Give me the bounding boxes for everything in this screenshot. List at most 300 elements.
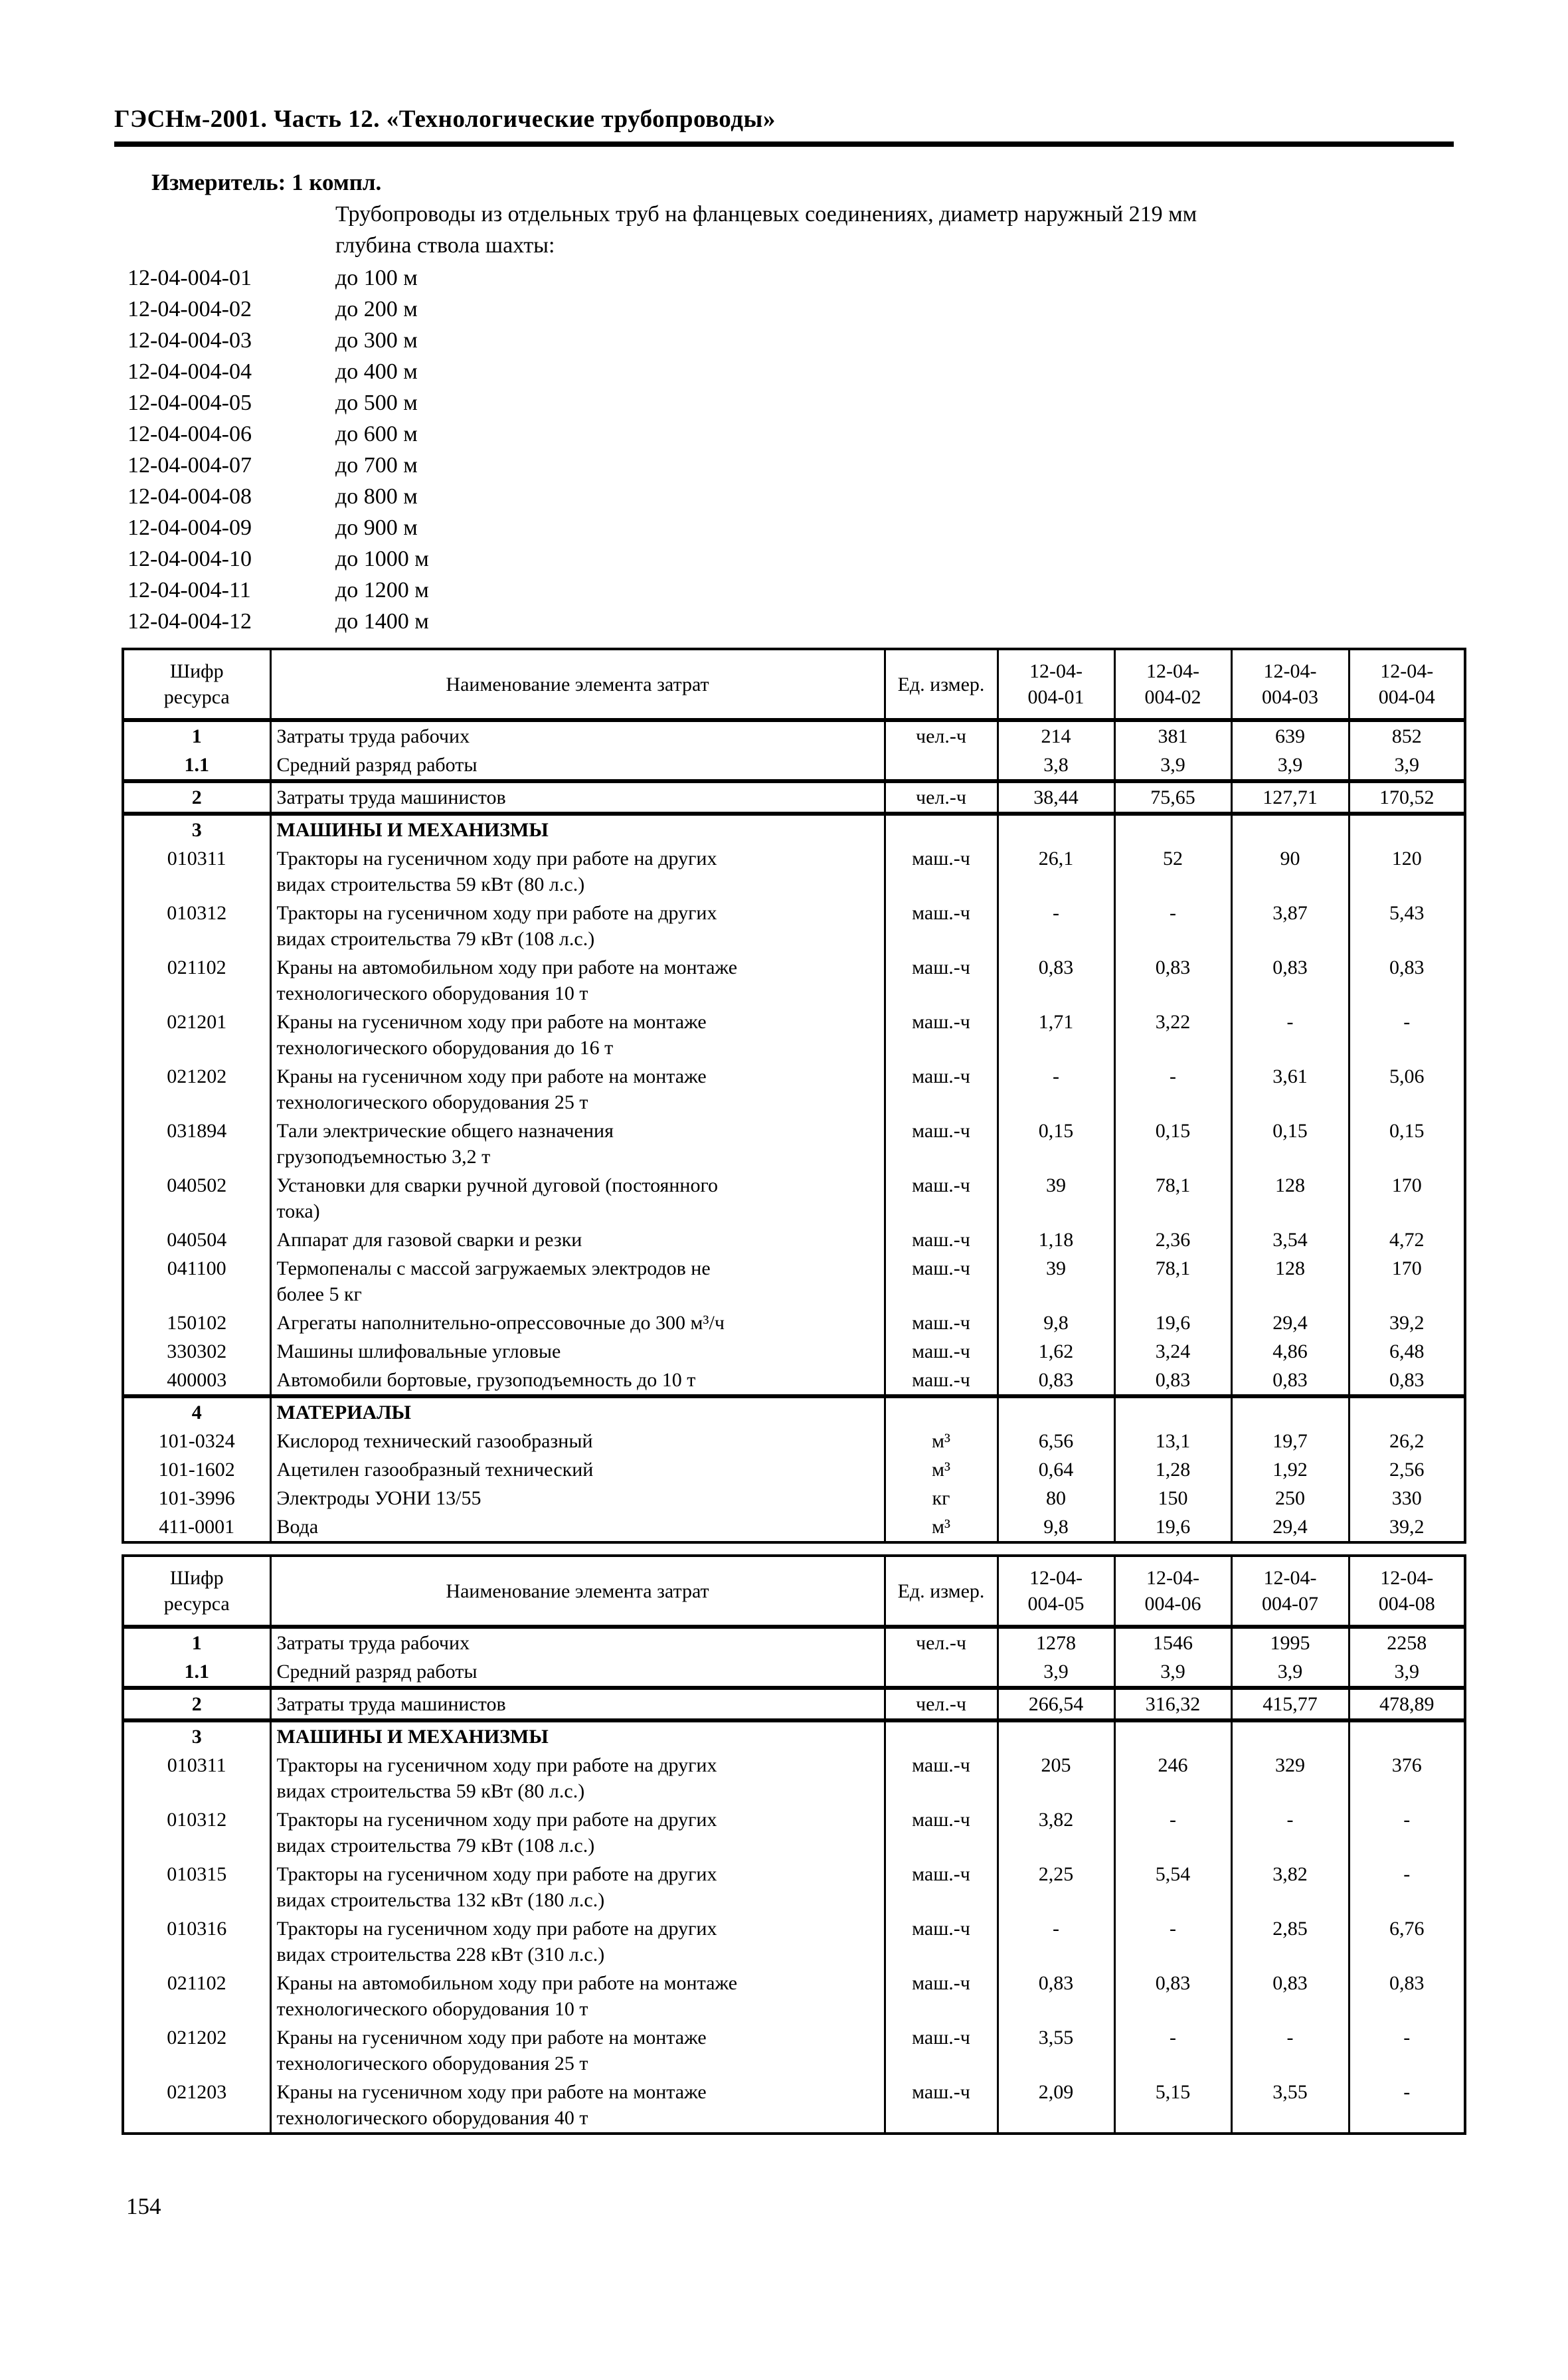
cell-value-4 — [1349, 1720, 1465, 1751]
table-row — [123, 1627, 1465, 1657]
code-list — [128, 262, 1568, 637]
cell-value-4: - — [1349, 2078, 1465, 2134]
cell-value-3: 3,54 — [1231, 1226, 1349, 1254]
col-header-resource-code: Шифр ресурса — [123, 649, 270, 720]
cell-cost-name: Кислород технический газообразный — [270, 1427, 885, 1455]
code-row — [128, 575, 1568, 606]
cell-value-3: 4,86 — [1231, 1337, 1349, 1366]
cell-value-2: 3,9 — [1114, 1657, 1231, 1688]
table-row — [123, 781, 1465, 814]
cell-value-2: - — [1114, 899, 1231, 953]
cell-value-3: 1995 — [1231, 1627, 1349, 1657]
cell-value-3: 3,9 — [1231, 751, 1349, 781]
cell-unit: маш.-ч — [885, 1969, 998, 2023]
table-row — [123, 2078, 1465, 2134]
cell-section-title: МАШИНЫ И МЕХАНИЗМЫ — [270, 814, 885, 844]
cell-value-3: 250 — [1231, 1484, 1349, 1512]
cell-value-3: 639 — [1231, 720, 1349, 751]
col-header-norm-1: 12-04- 004-01 — [998, 649, 1114, 720]
norm-code: 12-04-004-02 — [128, 297, 252, 321]
cell-value-1: - — [998, 1914, 1114, 1969]
cell-resource-code: 031894 — [123, 1117, 270, 1171]
cell-unit: чел.-ч — [885, 1627, 998, 1657]
cell-value-4: 0,83 — [1349, 1366, 1465, 1396]
table-row — [123, 1860, 1465, 1914]
cell-resource-code: 1.1 — [123, 751, 270, 781]
cell-cost-name: Автомобили бортовые, грузоподъемность до 10 т — [270, 1366, 885, 1396]
cell-value-1: 1,71 — [998, 1008, 1114, 1062]
cell-resource-code: 010311 — [123, 1751, 270, 1805]
cell-unit — [885, 1720, 998, 1751]
cell-value-1: 205 — [998, 1751, 1114, 1805]
norm-code: 12-04-004-06 — [128, 422, 252, 446]
code-row — [128, 356, 1568, 387]
cell-cost-name: Тракторы на гусеничном ходу при работе на других видах строительства 79 кВт (108 л.с.) — [270, 1805, 885, 1860]
cell-unit: маш.-ч — [885, 1117, 998, 1171]
cell-value-1: 3,82 — [998, 1805, 1114, 1860]
cell-unit: маш.-ч — [885, 899, 998, 953]
cell-value-4: 2,56 — [1349, 1455, 1465, 1484]
cell-value-1: 1,18 — [998, 1226, 1114, 1254]
table-row — [123, 1512, 1465, 1542]
cell-value-2: - — [1114, 1914, 1231, 1969]
cell-value-1: 6,56 — [998, 1427, 1114, 1455]
cell-unit: чел.-ч — [885, 1688, 998, 1720]
cell-cost-name: Агрегаты наполнительно-опрессовочные до 300 м³/ч — [270, 1309, 885, 1337]
table-row — [123, 1254, 1465, 1309]
cell-value-2: 316,32 — [1114, 1688, 1231, 1720]
code-row — [128, 294, 1568, 325]
table-row — [123, 1455, 1465, 1484]
cell-unit: маш.-ч — [885, 1171, 998, 1226]
cell-cost-name: Затраты труда рабочих — [270, 1627, 885, 1657]
cell-resource-code: 041100 — [123, 1254, 270, 1309]
cell-value-4: - — [1349, 1008, 1465, 1062]
cell-value-1: - — [998, 1062, 1114, 1117]
norm-code: 12-04-004-09 — [128, 515, 252, 540]
cell-value-3: 29,4 — [1231, 1309, 1349, 1337]
cell-value-4: 852 — [1349, 720, 1465, 751]
cell-cost-name: Краны на автомобильном ходу при работе на монтаже технологического оборудования 10 т — [270, 953, 885, 1008]
cell-value-2 — [1114, 814, 1231, 844]
page-number: 154 — [126, 2193, 161, 2219]
cell-value-3: 329 — [1231, 1751, 1349, 1805]
table-row — [123, 1008, 1465, 1062]
shaft-depth: до 300 м — [335, 328, 418, 353]
cell-resource-code: 411-0001 — [123, 1512, 270, 1542]
cell-value-2: 1,28 — [1114, 1455, 1231, 1484]
cell-unit: маш.-ч — [885, 2078, 998, 2134]
cell-resource-code: 2 — [123, 781, 270, 814]
cell-cost-name: Тракторы на гусеничном ходу при работе на других видах строительства 132 кВт (180 л.с.) — [270, 1860, 885, 1914]
table-row — [123, 1427, 1465, 1455]
col-header-norm-3: 12-04- 004-07 — [1231, 1556, 1349, 1627]
norm-code: 12-04-004-03 — [128, 328, 252, 353]
cell-value-2: 13,1 — [1114, 1427, 1231, 1455]
cell-resource-code: 010311 — [123, 844, 270, 899]
cell-value-4: 39,2 — [1349, 1309, 1465, 1337]
cell-value-3: 0,83 — [1231, 1366, 1349, 1396]
cell-resource-code: 1 — [123, 720, 270, 751]
cell-unit: чел.-ч — [885, 720, 998, 751]
cell-resource-code: 3 — [123, 814, 270, 844]
cell-unit: маш.-ч — [885, 1860, 998, 1914]
cell-resource-code: 101-0324 — [123, 1427, 270, 1455]
norm-code: 12-04-004-04 — [128, 359, 252, 384]
cell-resource-code: 101-3996 — [123, 1484, 270, 1512]
norm-code: 12-04-004-01 — [128, 266, 252, 290]
estimate-table-1 — [122, 648, 1466, 1544]
norm-code: 12-04-004-08 — [128, 484, 252, 509]
shaft-depth: до 800 м — [335, 484, 418, 509]
cell-cost-name: Краны на автомобильном ходу при работе на монтаже технологического оборудования 10 т — [270, 1969, 885, 2023]
cell-resource-code: 021203 — [123, 2078, 270, 2134]
cell-resource-code: 021202 — [123, 1062, 270, 1117]
cell-value-3: 3,61 — [1231, 1062, 1349, 1117]
cell-resource-code: 400003 — [123, 1366, 270, 1396]
cell-value-4 — [1349, 814, 1465, 844]
cell-resource-code: 1.1 — [123, 1657, 270, 1688]
cell-value-1: 266,54 — [998, 1688, 1114, 1720]
cell-cost-name: Электроды УОНИ 13/55 — [270, 1484, 885, 1512]
cell-value-2: 246 — [1114, 1751, 1231, 1805]
shaft-depth: до 1400 м — [335, 609, 429, 634]
code-row — [128, 481, 1568, 512]
cell-value-3: 128 — [1231, 1171, 1349, 1226]
shaft-depth: до 100 м — [335, 266, 418, 290]
cell-value-1 — [998, 814, 1114, 844]
cell-value-2: 0,15 — [1114, 1117, 1231, 1171]
cell-resource-code: 330302 — [123, 1337, 270, 1366]
cell-cost-name: Краны на гусеничном ходу при работе на монтаже технологического оборудования 40 т — [270, 2078, 885, 2134]
cell-unit: маш.-ч — [885, 1226, 998, 1254]
cell-resource-code: 010312 — [123, 899, 270, 953]
cell-value-4: 376 — [1349, 1751, 1465, 1805]
cell-value-2: 3,24 — [1114, 1337, 1231, 1366]
cell-unit: маш.-ч — [885, 1309, 998, 1337]
cell-unit: маш.-ч — [885, 1366, 998, 1396]
cell-value-1: 80 — [998, 1484, 1114, 1512]
shaft-depth: до 600 м — [335, 422, 418, 446]
cell-unit: маш.-ч — [885, 2023, 998, 2078]
table-row — [123, 1309, 1465, 1337]
cell-value-1: 0,83 — [998, 1366, 1114, 1396]
cell-value-4 — [1349, 1396, 1465, 1427]
cell-unit — [885, 1657, 998, 1688]
cell-value-3: 3,9 — [1231, 1657, 1349, 1688]
shaft-depth: до 500 м — [335, 391, 418, 415]
cell-value-3: 3,55 — [1231, 2078, 1349, 2134]
cell-value-1: 0,64 — [998, 1455, 1114, 1484]
table-row — [123, 1366, 1465, 1396]
cell-unit: маш.-ч — [885, 844, 998, 899]
tables-container — [0, 648, 1568, 2135]
cell-unit: м³ — [885, 1455, 998, 1484]
cell-value-3: 0,83 — [1231, 953, 1349, 1008]
table-row — [123, 1751, 1465, 1805]
cell-value-2: - — [1114, 2023, 1231, 2078]
cell-resource-code: 010316 — [123, 1914, 270, 1969]
table-row — [123, 1805, 1465, 1860]
cell-value-4: 0,83 — [1349, 953, 1465, 1008]
cell-unit — [885, 751, 998, 781]
cell-value-2: 78,1 — [1114, 1171, 1231, 1226]
cell-value-1: 1278 — [998, 1627, 1114, 1657]
code-row — [128, 387, 1568, 418]
code-row — [128, 450, 1568, 481]
cell-value-3: 415,77 — [1231, 1688, 1349, 1720]
col-header-norm-2: 12-04- 004-06 — [1114, 1556, 1231, 1627]
table-row — [123, 2023, 1465, 2078]
cell-value-1 — [998, 1720, 1114, 1751]
cell-cost-name: Ацетилен газообразный технический — [270, 1455, 885, 1484]
intro-line-2: глубина ствола шахты: — [335, 233, 555, 258]
cell-value-3 — [1231, 1396, 1349, 1427]
cell-value-3 — [1231, 814, 1349, 844]
shaft-depth: до 400 м — [335, 359, 418, 384]
table-row — [123, 751, 1465, 781]
cell-value-2: - — [1114, 1062, 1231, 1117]
measure-label: Измеритель: 1 компл. — [151, 169, 382, 195]
cell-value-4: 170 — [1349, 1254, 1465, 1309]
cell-unit: чел.-ч — [885, 781, 998, 814]
cell-cost-name: Термопеналы с массой загружаемых электродов не более 5 кг — [270, 1254, 885, 1309]
cell-unit — [885, 814, 998, 844]
table-row — [123, 1720, 1465, 1751]
cell-value-2: 2,36 — [1114, 1226, 1231, 1254]
cell-unit: маш.-ч — [885, 953, 998, 1008]
cell-unit: маш.-ч — [885, 1805, 998, 1860]
cell-value-4: 478,89 — [1349, 1688, 1465, 1720]
table-row — [123, 1396, 1465, 1427]
cell-cost-name: Установки для сварки ручной дуговой (постоянного тока) — [270, 1171, 885, 1226]
cell-value-2: 5,15 — [1114, 2078, 1231, 2134]
table-row — [123, 1969, 1465, 2023]
cell-value-2: 150 — [1114, 1484, 1231, 1512]
cell-resource-code: 021202 — [123, 2023, 270, 2078]
cell-value-2: 3,9 — [1114, 751, 1231, 781]
cell-value-4: 4,72 — [1349, 1226, 1465, 1254]
cell-value-4: - — [1349, 1805, 1465, 1860]
cell-cost-name: Средний разряд работы — [270, 1657, 885, 1688]
cell-cost-name: Машины шлифовальные угловые — [270, 1337, 885, 1366]
col-header-norm-1: 12-04- 004-05 — [998, 1556, 1114, 1627]
col-header-cost-name: Наименование элемента затрат — [270, 1556, 885, 1627]
cell-unit: маш.-ч — [885, 1062, 998, 1117]
cell-value-4: 5,06 — [1349, 1062, 1465, 1117]
code-row — [128, 262, 1568, 294]
table-row — [123, 899, 1465, 953]
cell-resource-code: 021102 — [123, 1969, 270, 2023]
cell-cost-name: Тали электрические общего назначения грузоподъемностью 3,2 т — [270, 1117, 885, 1171]
cell-value-2: 52 — [1114, 844, 1231, 899]
cell-cost-name: Затраты труда машинистов — [270, 1688, 885, 1720]
code-row — [128, 606, 1568, 637]
table-row — [123, 720, 1465, 751]
cell-value-3: - — [1231, 2023, 1349, 2078]
cell-value-3: - — [1231, 1805, 1349, 1860]
table-row — [123, 1484, 1465, 1512]
cell-cost-name: Аппарат для газовой сварки и резки — [270, 1226, 885, 1254]
code-row — [128, 418, 1568, 450]
cell-value-1: - — [998, 899, 1114, 953]
table-row — [123, 1914, 1465, 1969]
table-row — [123, 1117, 1465, 1171]
cell-cost-name: Затраты труда рабочих — [270, 720, 885, 751]
cell-value-4: 26,2 — [1349, 1427, 1465, 1455]
cell-value-1: 3,8 — [998, 751, 1114, 781]
norm-code: 12-04-004-11 — [128, 578, 251, 602]
cell-value-3: 1,92 — [1231, 1455, 1349, 1484]
page-title: ГЭСНм-2001. Часть 12. «Технологические трубопроводы» — [114, 106, 776, 133]
cell-value-2: 0,83 — [1114, 953, 1231, 1008]
cell-unit: маш.-ч — [885, 1254, 998, 1309]
col-header-cost-name: Наименование элемента затрат — [270, 649, 885, 720]
cell-resource-code: 021201 — [123, 1008, 270, 1062]
shaft-depth: до 900 м — [335, 515, 418, 540]
cell-unit: кг — [885, 1484, 998, 1512]
cell-cost-name: Затраты труда машинистов — [270, 781, 885, 814]
document-header — [114, 105, 1454, 147]
table-row — [123, 1657, 1465, 1688]
cell-value-1: 214 — [998, 720, 1114, 751]
cell-resource-code: 040502 — [123, 1171, 270, 1226]
cell-value-2: 381 — [1114, 720, 1231, 751]
col-header-norm-4: 12-04- 004-04 — [1349, 649, 1465, 720]
cell-value-1: 2,25 — [998, 1860, 1114, 1914]
cell-value-4: 5,43 — [1349, 899, 1465, 953]
cell-value-4: - — [1349, 2023, 1465, 2078]
cell-value-1: 39 — [998, 1171, 1114, 1226]
cell-section-title: МАТЕРИАЛЫ — [270, 1396, 885, 1427]
cell-cost-name: Вода — [270, 1512, 885, 1542]
table-row — [123, 814, 1465, 844]
intro-line-1: Трубопроводы из отдельных труб на фланцевых соединениях, диаметр наружный 219 мм — [335, 202, 1197, 227]
cell-resource-code: 010315 — [123, 1860, 270, 1914]
cell-value-1: 38,44 — [998, 781, 1114, 814]
cell-value-1: 2,09 — [998, 2078, 1114, 2134]
cell-cost-name: Тракторы на гусеничном ходу при работе на других видах строительства 79 кВт (108 л.с.) — [270, 899, 885, 953]
cell-unit: маш.-ч — [885, 1008, 998, 1062]
cell-cost-name: Краны на гусеничном ходу при работе на монтаже технологического оборудования 25 т — [270, 1062, 885, 1117]
cell-resource-code: 2 — [123, 1688, 270, 1720]
cell-unit: м³ — [885, 1512, 998, 1542]
cell-value-4: 120 — [1349, 844, 1465, 899]
table-row — [123, 1062, 1465, 1117]
shaft-depth: до 1200 м — [335, 578, 429, 602]
cell-value-2: - — [1114, 1805, 1231, 1860]
cell-value-1: 1,62 — [998, 1337, 1114, 1366]
cell-value-4: 170,52 — [1349, 781, 1465, 814]
col-header-norm-3: 12-04- 004-03 — [1231, 649, 1349, 720]
cell-value-1: 0,83 — [998, 1969, 1114, 2023]
cell-cost-name: Краны на гусеничном ходу при работе на монтаже технологического оборудования до 16 т — [270, 1008, 885, 1062]
cell-value-4: 330 — [1349, 1484, 1465, 1512]
cell-value-4: 6,76 — [1349, 1914, 1465, 1969]
cell-unit: м³ — [885, 1427, 998, 1455]
cell-cost-name: Средний разряд работы — [270, 751, 885, 781]
cell-value-3: 29,4 — [1231, 1512, 1349, 1542]
table-row — [123, 1688, 1465, 1720]
cell-value-2: 3,22 — [1114, 1008, 1231, 1062]
cell-value-2: 75,65 — [1114, 781, 1231, 814]
cell-section-title: МАШИНЫ И МЕХАНИЗМЫ — [270, 1720, 885, 1751]
cell-resource-code: 3 — [123, 1720, 270, 1751]
col-header-unit: Ед. измер. — [885, 649, 998, 720]
cell-value-2: 0,83 — [1114, 1366, 1231, 1396]
shaft-depth: до 1000 м — [335, 547, 429, 571]
cell-resource-code: 010312 — [123, 1805, 270, 1860]
cell-value-4: 3,9 — [1349, 1657, 1465, 1688]
cell-cost-name: Тракторы на гусеничном ходу при работе на других видах строительства 228 кВт (310 л.с.) — [270, 1914, 885, 1969]
norm-code: 12-04-004-10 — [128, 547, 252, 571]
code-row — [128, 543, 1568, 575]
cell-value-1: 3,9 — [998, 1657, 1114, 1688]
table-row — [123, 1226, 1465, 1254]
table-row — [123, 1171, 1465, 1226]
cell-value-3: 3,82 — [1231, 1860, 1349, 1914]
col-header-norm-2: 12-04- 004-02 — [1114, 649, 1231, 720]
cell-value-2: 19,6 — [1114, 1512, 1231, 1542]
cell-cost-name: Краны на гусеничном ходу при работе на монтаже технологического оборудования 25 т — [270, 2023, 885, 2078]
cell-value-2: 1546 — [1114, 1627, 1231, 1657]
shaft-depth: до 200 м — [335, 297, 418, 321]
cell-value-4: 3,9 — [1349, 751, 1465, 781]
cell-resource-code: 040504 — [123, 1226, 270, 1254]
cell-value-3: 19,7 — [1231, 1427, 1349, 1455]
cell-value-3: 3,87 — [1231, 899, 1349, 953]
cell-value-3: 0,15 — [1231, 1117, 1349, 1171]
norm-code: 12-04-004-07 — [128, 453, 252, 478]
cell-value-1: 0,15 — [998, 1117, 1114, 1171]
cell-value-1: 9,8 — [998, 1309, 1114, 1337]
cell-unit: маш.-ч — [885, 1751, 998, 1805]
col-header-norm-4: 12-04- 004-08 — [1349, 1556, 1465, 1627]
cell-value-4: 6,48 — [1349, 1337, 1465, 1366]
cell-resource-code: 021102 — [123, 953, 270, 1008]
cell-cost-name: Тракторы на гусеничном ходу при работе на других видах строительства 59 кВт (80 л.с.) — [270, 844, 885, 899]
cell-value-4: 2258 — [1349, 1627, 1465, 1657]
cell-cost-name: Тракторы на гусеничном ходу при работе на других видах строительства 59 кВт (80 л.с.) — [270, 1751, 885, 1805]
cell-value-4: 0,15 — [1349, 1117, 1465, 1171]
cell-value-2 — [1114, 1720, 1231, 1751]
estimate-table-2 — [122, 1554, 1466, 2135]
cell-value-2: 19,6 — [1114, 1309, 1231, 1337]
norm-code: 12-04-004-05 — [128, 391, 252, 415]
cell-value-3: 128 — [1231, 1254, 1349, 1309]
cell-unit: маш.-ч — [885, 1914, 998, 1969]
code-row — [128, 512, 1568, 543]
cell-resource-code: 1 — [123, 1627, 270, 1657]
cell-unit: маш.-ч — [885, 1337, 998, 1366]
cell-value-4: 0,83 — [1349, 1969, 1465, 2023]
shaft-depth: до 700 м — [335, 453, 418, 478]
cell-resource-code: 150102 — [123, 1309, 270, 1337]
cell-unit — [885, 1396, 998, 1427]
cell-value-3: 90 — [1231, 844, 1349, 899]
cell-value-1: 26,1 — [998, 844, 1114, 899]
norm-code: 12-04-004-12 — [128, 609, 252, 634]
cell-value-2: 78,1 — [1114, 1254, 1231, 1309]
cell-value-2: 0,83 — [1114, 1969, 1231, 2023]
cell-value-4: 39,2 — [1349, 1512, 1465, 1542]
cell-value-1: 9,8 — [998, 1512, 1114, 1542]
header-row — [123, 1556, 1465, 1627]
table-row — [123, 844, 1465, 899]
cell-value-1 — [998, 1396, 1114, 1427]
cell-value-2 — [1114, 1396, 1231, 1427]
cell-value-3 — [1231, 1720, 1349, 1751]
